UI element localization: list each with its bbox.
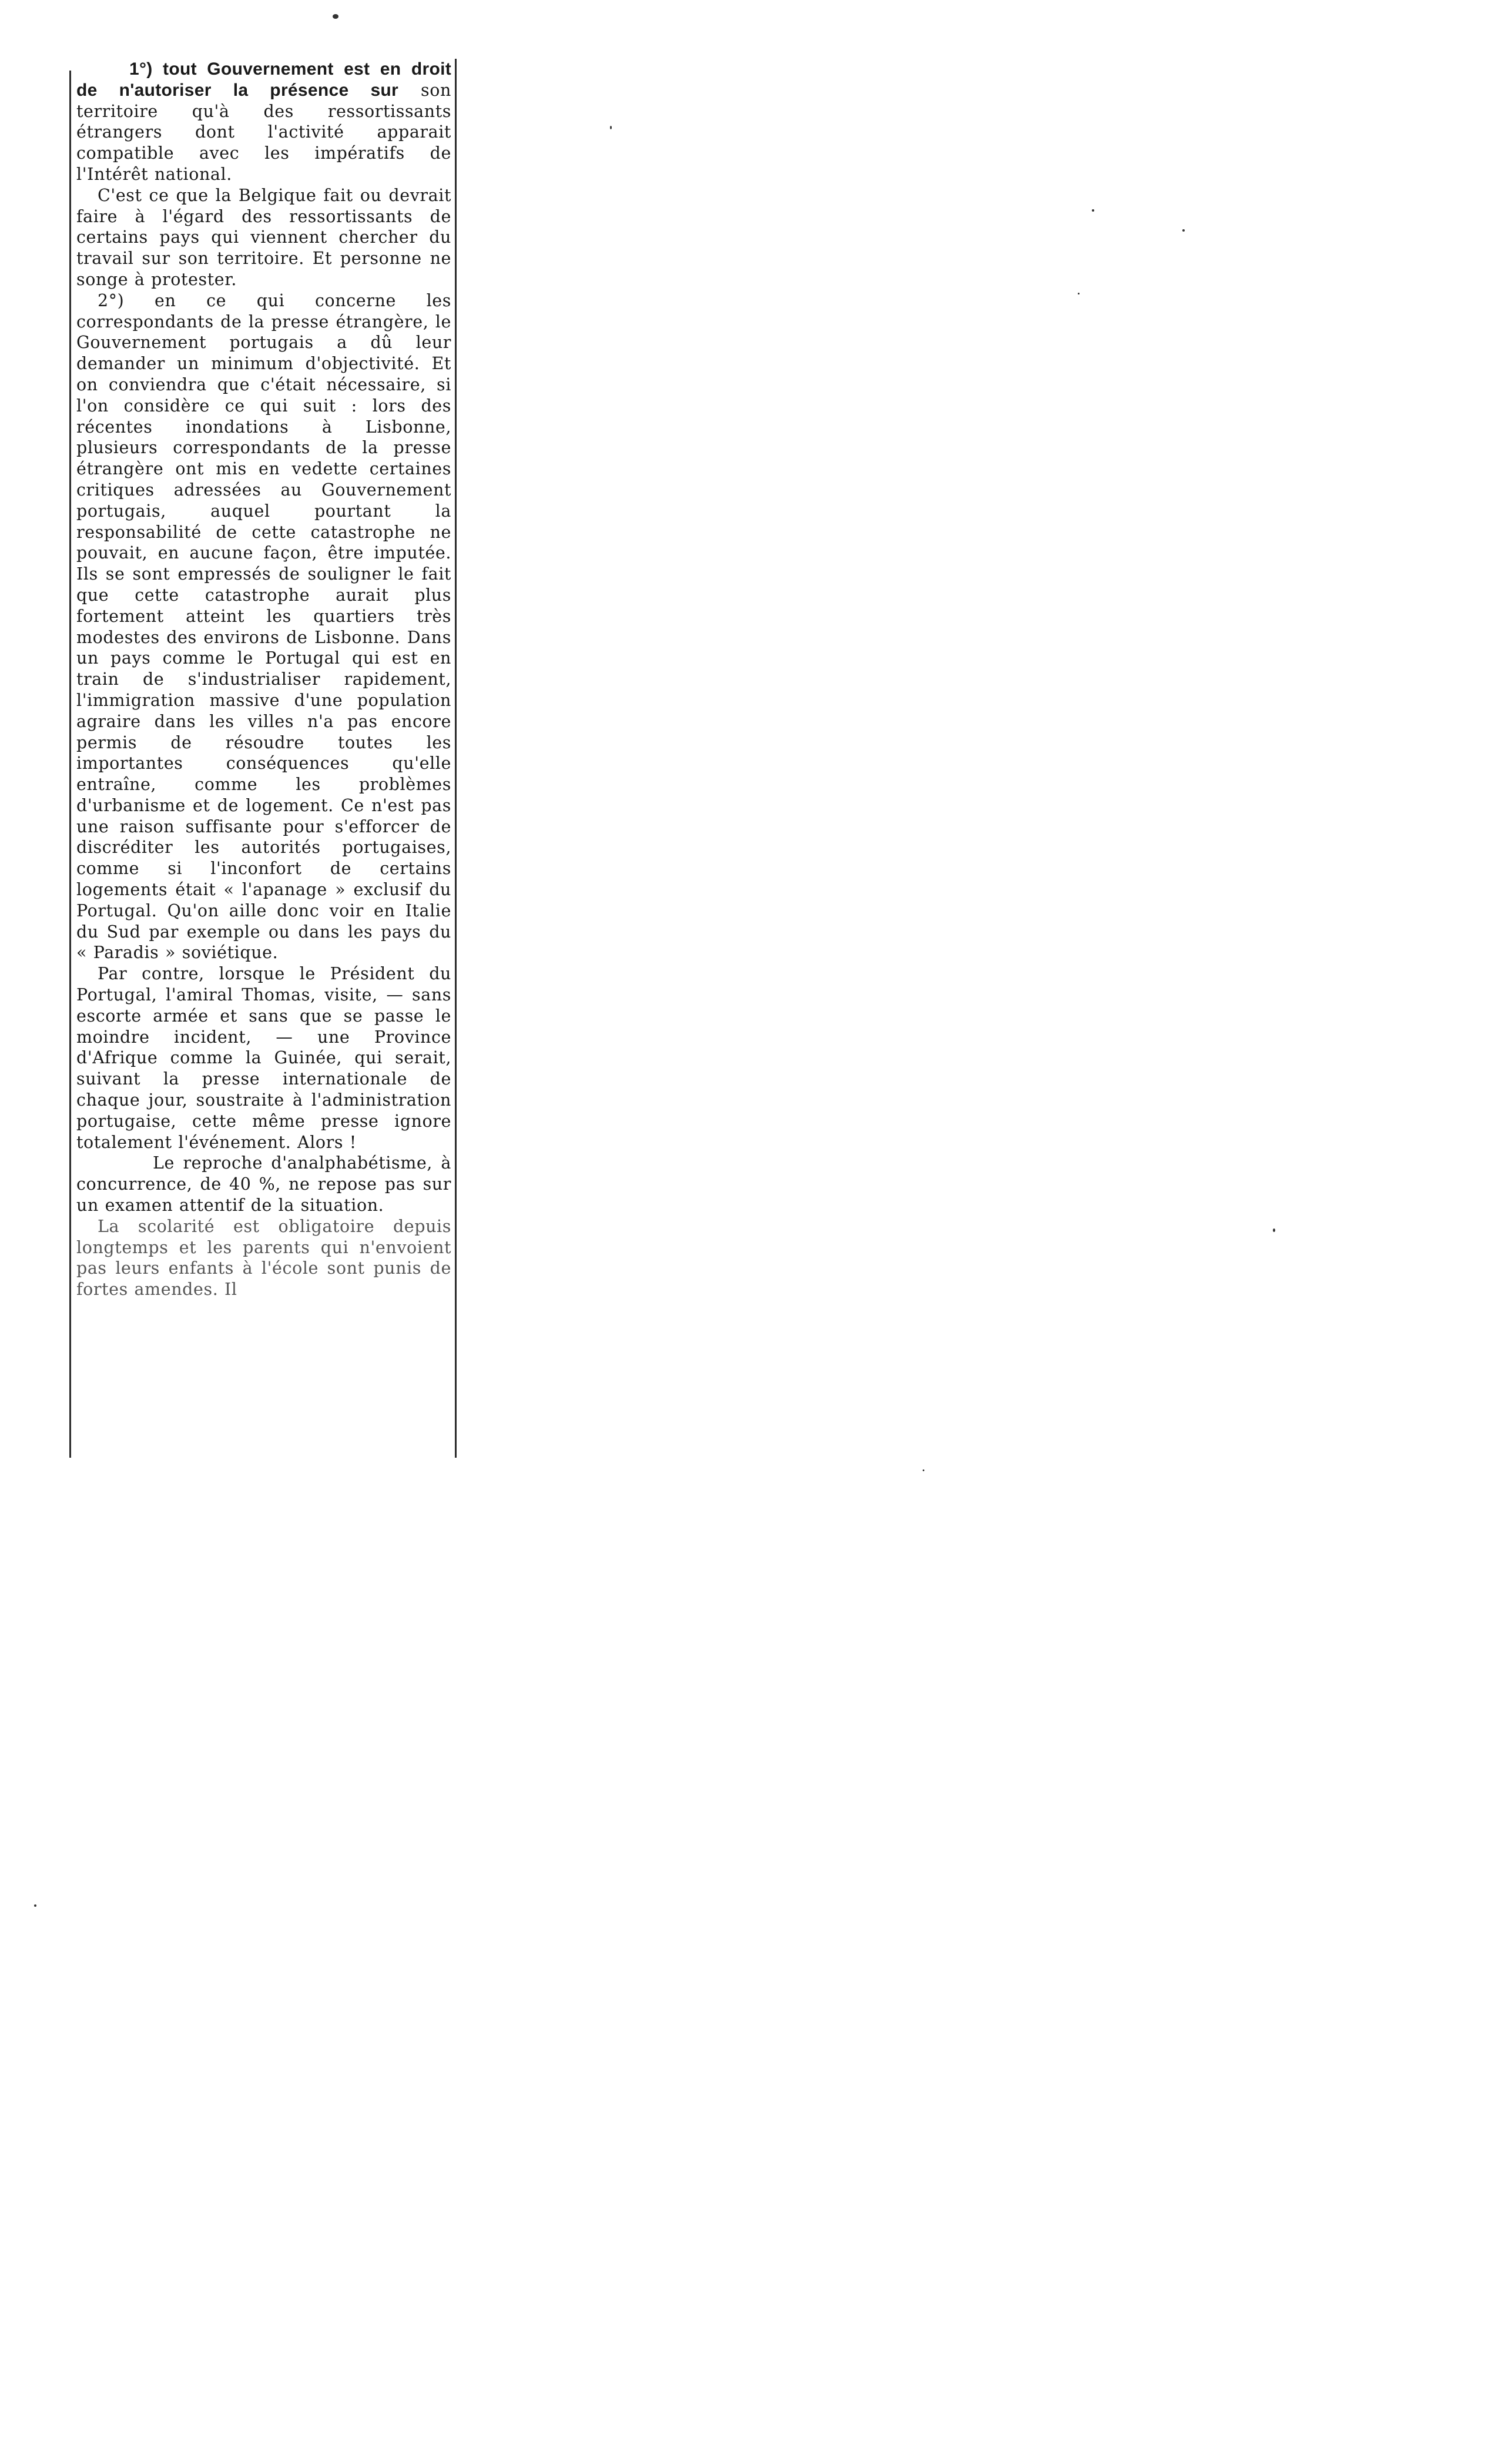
scan-speck bbox=[610, 126, 612, 129]
article-paragraph-president: Par contre, lorsque le Président du Portugal, l'amiral Thomas, visite, — sans escorte armée et sans que se passe le moindre incident, — une Province d'Afrique comme la Guinée, qui serait, suivant la presse internationale de chaque jour, soustraite à l'administration portugaise, cette même presse ignore totalement l'événement. Alors ! bbox=[76, 964, 451, 1152]
newspaper-clipping bbox=[69, 59, 467, 1462]
scan-speck bbox=[1092, 209, 1094, 212]
scan-speck bbox=[1273, 1228, 1275, 1232]
scan-speck bbox=[34, 1904, 36, 1907]
scan-speck bbox=[923, 1469, 924, 1471]
scan-speck bbox=[1078, 293, 1080, 294]
article-paragraph-scolarite: La scolarité est obligatoire depuis longtemps et les parents qui n'envoient pas leurs enfants à l'école sont punis de fortes amendes. Il bbox=[76, 1216, 451, 1300]
article-lead-bold: 1°) tout Gouvernement est en droit de n'autoriser la présence sur bbox=[76, 59, 451, 100]
scan-speck bbox=[333, 14, 338, 19]
article-column bbox=[76, 59, 451, 1300]
scan-speck bbox=[1182, 229, 1185, 232]
article-paragraph-presse: 2°) en ce qui concerne les correspondants de la presse étrangère, le Gouvernement portugais a dû leur demander un minimum d'objectivité. Et on conviendra que c'était nécessaire, si l'on considère ce qui suit : lors des récentes inondations à Lisbonne, plusieurs correspondants de la presse étrangère ont mis en vedette certaines critiques adressées au Gouvernement portugais, auquel pourtant la responsabilité de cette catastrophe ne pouvait, en aucune façon, être imputée. Ils se sont empressés de souligner le fait que cette catastrophe aurait plus fortement atteint les quartiers très modestes des environs de Lisbonne. Dans un pays comme le Portugal qui est en train de s'industrialiser rapidement, l'immigration massive d'une population agraire dans les villes n'a pas encore permis de résoudre toutes les importantes conséquences qu'elle entraîne, comme les problèmes d'urbanisme et de logement. Ce n'est pas une raison suffisante pour s'efforcer de discréditer les autorités portugaises, comme si l'inconfort de certains logements était « l'apanage » exclusif du Portugal. Qu'on aille donc voir en Italie du Sud par exemple ou dans les pays du « Paradis » soviétique. bbox=[76, 290, 451, 963]
article-lead-rest: son territoire qu'à des ressortissants étrangers dont l'activité apparait compatible avec les impératifs de l'Intérêt national. bbox=[76, 80, 451, 184]
article-lead-paragraph bbox=[76, 59, 451, 185]
article-paragraph-analphabetisme: Le reproche d'analphabétisme, à concurrence, de 40 %, ne repose pas sur un examen attentif de la situation. bbox=[76, 1153, 451, 1216]
article-paragraph-belgique: C'est ce que la Belgique fait ou devrait faire à l'égard des ressortissants de certains pays qui viennent chercher du travail sur son territoire. Et personne ne songe à protester. bbox=[76, 185, 451, 289]
